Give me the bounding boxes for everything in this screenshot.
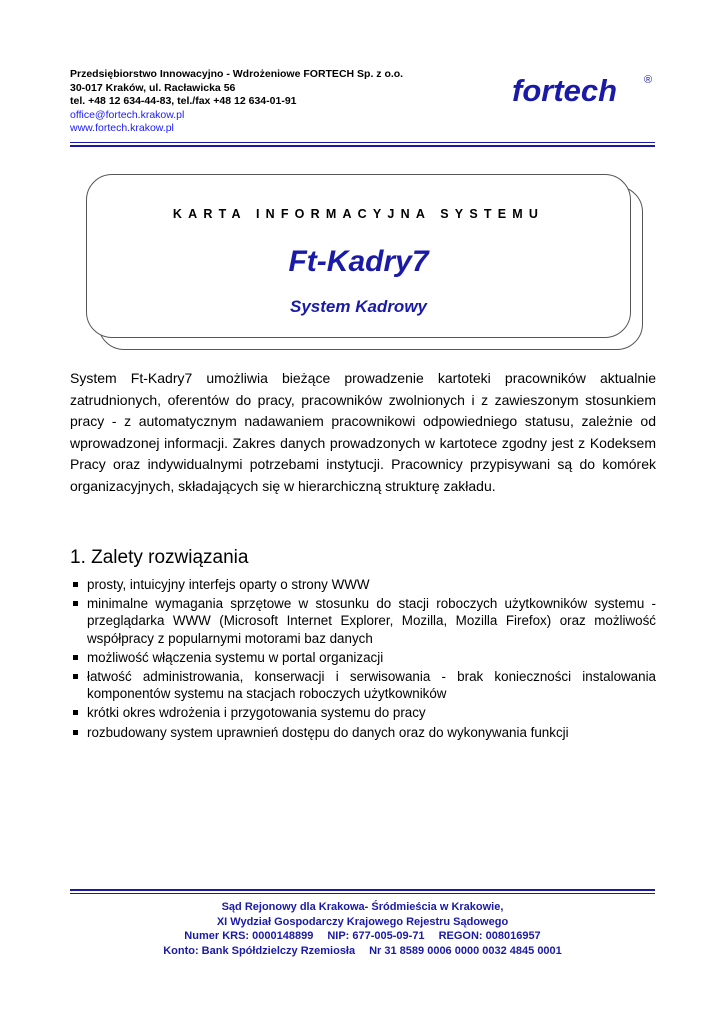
footer-regon: REGON: 008016957 — [438, 930, 541, 942]
bullet-square-icon — [73, 655, 78, 660]
logo-text: fortech — [512, 73, 618, 108]
product-subtitle: System Kadrowy — [290, 297, 427, 316]
header-divider — [70, 142, 655, 147]
list-item: minimalne wymagania sprzętowe w stosunku do stacji roboczych użytkowników systemu - przeglądarka WWW (Microsoft Internet Explorer, Mozilla, Mozilla Firefox) oraz możliwość współpracy z popularnymi motorami baz danych — [70, 595, 656, 647]
card-title: KARTA INFORMACYJNA SYSTEMU — [172, 207, 545, 221]
list-item: łatwość administrowania, konserwacji i serwisowania - brak konieczności instalowania komponentów systemu na stacjach roboczych użytkowników — [70, 668, 656, 702]
info-card — [86, 174, 631, 338]
bullet-square-icon — [73, 674, 78, 679]
footer-bank: Konto: Bank Spółdzielczy Rzemiosła — [163, 944, 356, 957]
list-item: prosty, intuicyjny interfejs oparty o strony WWW — [70, 576, 656, 593]
company-phones: tel. +48 12 634-44-83, tel./fax +48 12 634-01-91 — [70, 95, 297, 107]
footer-court: Sąd Rejonowy dla Krakowa- Śródmieścia w Krakowie, — [221, 901, 504, 913]
company-header — [70, 68, 403, 136]
list-item: rozbudowany system uprawnień dostępu do danych oraz do wykonywania funkcji — [70, 724, 656, 741]
company-name: Przedsiębiorstwo Innowacyjno - Wdrożeniowe FORTECH Sp. z o.o. — [70, 68, 404, 80]
advantages-list — [70, 576, 656, 743]
footer-account: Nr 31 8589 0006 0000 0032 4845 0001 — [369, 944, 562, 957]
email-link[interactable]: office@fortech.krakow.pl — [70, 108, 185, 121]
bullet-square-icon — [73, 601, 78, 606]
footer-registry-numbers — [0, 929, 725, 944]
bullet-square-icon — [73, 730, 78, 735]
section-heading: 1. Zalety rozwiązania — [70, 547, 249, 568]
footer-krs: Numer KRS: 0000148899 — [184, 930, 314, 942]
fortech-logo — [510, 70, 660, 110]
list-item: możliwość włączenia systemu w portal organizacji — [70, 649, 656, 666]
bullet-square-icon — [73, 582, 78, 587]
intro-paragraph: System Ft-Kadry7 umożliwia bieżące prowadzenie kartoteki pracowników aktualnie zatrudnionych, oferentów do pracy, pracowników zwolnionych i z zawieszonym stosunkiem pracy - z automatycznym nadawaniem pracownikowi odpowiedniego statusu, zależnie od wprowadzonej informacji. Zakres danych prowadzonych w kartotece zgodny jest z Kodeksem Pracy oraz indywidualnymi potrzebami instytucji. Pracownicy przypisywani są do komórek organizacyjnych, składających się w hierarchiczną strukturę zakładu. — [70, 370, 656, 494]
list-item: krótki okres wdrożenia i przygotowania systemu do pracy — [70, 704, 656, 721]
website-link[interactable]: www.fortech.krakow.pl — [70, 122, 174, 134]
company-address: 30-017 Kraków, ul. Racławicka 56 — [70, 81, 236, 94]
footer — [0, 900, 725, 958]
product-name: Ft-Kadry7 — [288, 245, 429, 278]
registered-mark: ® — [644, 74, 653, 86]
bullet-square-icon — [73, 710, 78, 715]
footer-division: XI Wydział Gospodarczy Krajowego Rejestru Sądowego — [216, 915, 509, 928]
footer-bank-info — [0, 944, 725, 959]
footer-divider — [70, 889, 655, 894]
footer-nip: NIP: 677-005-09-71 — [327, 930, 425, 942]
